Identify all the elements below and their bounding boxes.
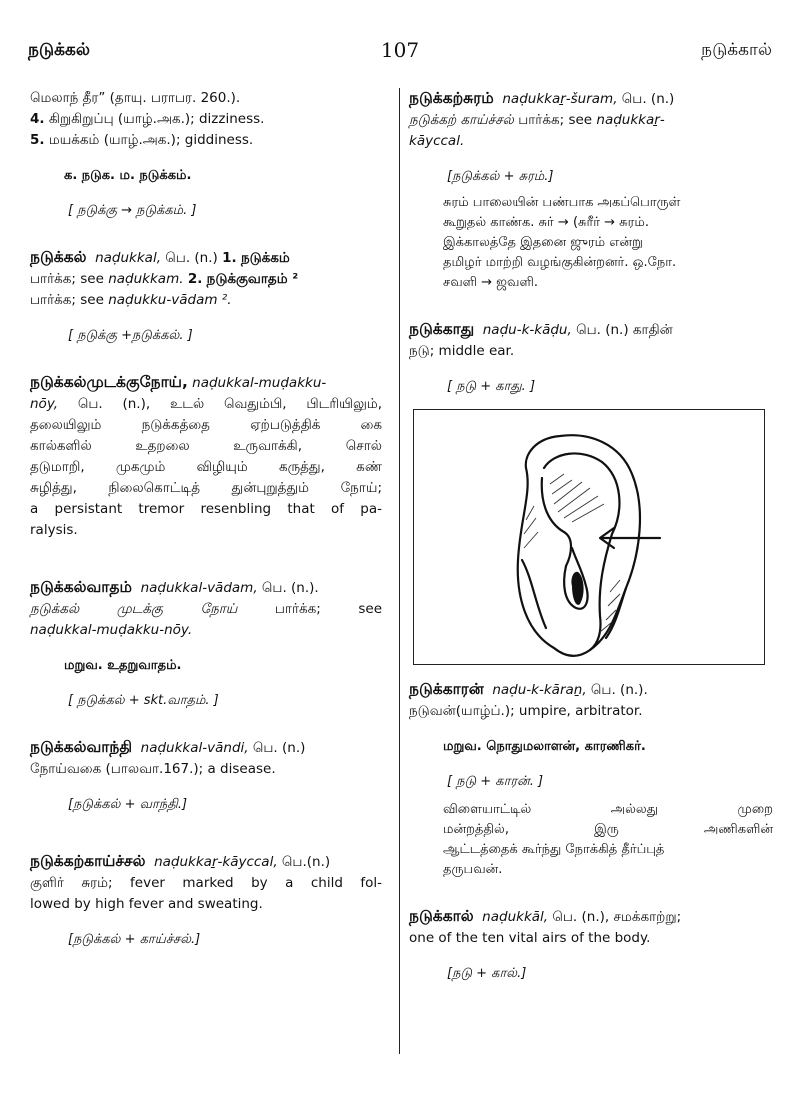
etymology: [ நடுக்கு +நடுக்கல். ] bbox=[68, 328, 193, 343]
transliteration: naḍu-k-kāḍu, bbox=[482, 322, 572, 338]
sense-5: 5. மயக்கம் (யாழ்.அக.); giddiness. bbox=[30, 132, 254, 148]
headword: நடுக்கல்வாந்தி bbox=[30, 738, 133, 756]
cross-ref: நடுக்கம் bbox=[240, 250, 290, 266]
entry-nadukkal: நடுக்கல் naḍukkal, பெ. (n.) 1. நடுக்கம் பார்க்க; see naḍukkam. 2. நடுக்குவாதம் ² பார்க்க; see naḍukku-vādam ². [ நடுக்கு +நடுக்கல். ] bbox=[30, 247, 382, 346]
right-column bbox=[409, 88, 773, 984]
see-ref: naḍukkam. bbox=[108, 271, 184, 287]
note-line: தமிழர் மாற்றி வழங்குகின்றனர். ஒ.நோ. bbox=[443, 255, 677, 270]
transliteration: naḍukkal-vāndi, bbox=[140, 740, 249, 756]
etymology: [ நடுக்கல் + skt.வாதம். ] bbox=[68, 693, 219, 708]
entry-nadukkal-vadam: நடுக்கல்வாதம் naḍukkal-vādam, பெ. (n.). நடுக்கல் முடக்கு நோய் பார்க்க; see naḍukkal-muḍakku-nōy. மறுவ. உதறுவாதம். [ நடுக்கல் + skt.வாதம். ] bbox=[30, 577, 382, 711]
transliteration: naḍukkal-vādam, bbox=[140, 580, 258, 596]
synonym: மறுவ. நொதுமலாளன், காரணிகர். bbox=[443, 739, 646, 754]
ear-illustration bbox=[413, 409, 765, 665]
etymology: [ நடு + காது. ] bbox=[447, 379, 536, 394]
page-number: 107 bbox=[380, 38, 420, 62]
gloss: one of the ten vital airs of the body. bbox=[409, 930, 651, 946]
transliteration: naḍu-k-kāraṉ, bbox=[492, 682, 587, 698]
transliteration: naḍukkal-muḍakku- bbox=[192, 375, 327, 391]
transliteration: naḍukkaṟ-kāyccal, bbox=[154, 854, 278, 870]
note-line: சுரம் பாலையின் பண்பாக அகப்பொருள் bbox=[443, 195, 681, 210]
headword: நடுக்கல் bbox=[30, 248, 87, 266]
entry-nadukkal-air: நடுக்கால் naḍukkāl, பெ. (n.), சமக்காற்று; one of the ten vital airs of the body. [நடு + கால்.] bbox=[409, 906, 773, 984]
etymology: [ நடுக்கு → நடுக்கம். ] bbox=[68, 203, 197, 218]
see-ref: naḍukkaṟ- bbox=[596, 112, 665, 128]
header-first-word: நடுக்கல் bbox=[28, 40, 90, 60]
gloss: lowed by high fever and sweating. bbox=[30, 896, 263, 912]
see-ref: naḍukku-vādam ². bbox=[108, 292, 232, 308]
gloss: நடுவன்(யாழ்ப்.); umpire, arbitrator. bbox=[409, 703, 643, 719]
cross-ref: நடுக்கல் முடக்கு நோய் bbox=[30, 601, 238, 617]
definition-line: தடுமாறி, முகமும் விழியும் கருத்து, கண் bbox=[30, 459, 382, 475]
left-column bbox=[30, 88, 382, 950]
quote-line: மெலாந் தீர” (தாயு. பராபர. 260.). bbox=[30, 90, 241, 106]
entry-nadukkar-kayccal: நடுக்கற்காய்ச்சல் naḍukkaṟ-kāyccal, பெ.(n.) குளிர் சுரம்; fever marked by a child fol- lowed by high fever and sweating. [நடுக்கல் + காய்ச்சல்.] bbox=[30, 851, 382, 950]
page-header bbox=[28, 34, 772, 64]
etymology: [நடுக்கல் + வாந்தி.] bbox=[68, 797, 188, 812]
definition-line: சுழித்து, நிலைகொட்டித் துன்புறுத்தும் நோய்; bbox=[30, 480, 382, 496]
headword: நடுக்கால் bbox=[409, 907, 474, 925]
part-of-speech: பெ. (n.) bbox=[165, 250, 218, 266]
note-line: கூறுதல் காண்க. சுர் → (சுரீர் → சுரம். bbox=[443, 215, 649, 230]
definition-line: கால்களில் உதறலை உருவாக்கி, சொல் bbox=[30, 438, 382, 454]
note-line: விளையாட்டில் அல்லது முறை bbox=[443, 802, 773, 817]
etymology: [ நடு + காரன். ] bbox=[447, 774, 544, 789]
see-ref: kāyccal. bbox=[409, 133, 465, 149]
entry-nadukkal-vandi: நடுக்கல்வாந்தி naḍukkal-vāndi, பெ. (n.) நோய்வகை (பாலவா.167.); a disease. [நடுக்கல் + வாந்தி.] bbox=[30, 737, 382, 815]
headword: நடுக்காது bbox=[409, 320, 475, 338]
headword: நடுக்கல்முடக்குநோய், bbox=[30, 373, 188, 391]
definition-line: a persistant tremor resenbling that of pa- bbox=[30, 501, 382, 517]
gloss: நோய்வகை (பாலவா.167.); a disease. bbox=[30, 761, 276, 777]
entry-nadukkar-suram: நடுக்கற்சுரம் naḍukkaṟ-šuram, பெ. (n.) நடுக்கற் காய்ச்சல் பார்க்க; see naḍukkaṟ- kāyccal. [நடுக்கல் + சுரம்.] சுரம் பாலையின் பண்பாக அகப்பொருள் கூறுதல் காண்க. சுர் → (சுரீர் → சுரம். இக்காலத்தே இதனை ஜுரம் என்று தமிழர் மாற்றி வழங்குகின்றனர். ஒ.நோ. சவளி → ஜவளி. bbox=[409, 88, 773, 293]
note-line: இக்காலத்தே இதனை ஜுரம் என்று bbox=[443, 235, 643, 250]
header-last-word: நடுக்கால் bbox=[701, 40, 772, 60]
headword: நடுக்கற்சுரம் bbox=[409, 89, 494, 107]
headword: நடுக்கற்காய்ச்சல் bbox=[30, 852, 146, 870]
ear-icon bbox=[414, 410, 766, 666]
see-ref: naḍukkal-muḍakku-nōy. bbox=[30, 622, 193, 638]
note-line: தருபவன். bbox=[443, 862, 503, 877]
cognates: க. நடுக. ம. நடுக்கம். bbox=[64, 168, 192, 183]
transliteration: naḍukkal, bbox=[95, 250, 161, 266]
sense-4: 4. கிறுகிறுப்பு (யாழ்.அக.); dizziness. bbox=[30, 111, 265, 127]
transliteration: naḍukkaṟ-šuram, bbox=[502, 91, 618, 107]
etymology: [நடுக்கல் + சுரம்.] bbox=[447, 169, 554, 184]
note-line: சவளி → ஜவளி. bbox=[443, 275, 538, 290]
gloss: குளிர் சுரம்; fever marked by a child fol- bbox=[30, 875, 382, 891]
cross-ref: நடுக்குவாதம் ² bbox=[206, 271, 299, 287]
entry-nadukkaran: நடுக்காரன் naḍu-k-kāraṉ, பெ. (n.). நடுவன்(யாழ்ப்.); umpire, arbitrator. மறுவ. நொதுமலாளன், காரணிகர். [ நடு + காரன். ] விளையாட்டில் அல்லது முறை மன்றத்தில், இரு அணிகளின் ஆட்டத்தைக் கூர்ந்து நோக்கித் தீர்ப்புத் தருபவன். bbox=[409, 679, 773, 880]
note-line: ஆட்டத்தைக் கூர்ந்து நோக்கித் தீர்ப்புத் bbox=[443, 842, 665, 857]
definition-line: ralysis. bbox=[30, 522, 78, 538]
entry-nadukkadu: நடுக்காது naḍu-k-kāḍu, பெ. (n.) காதின் நடு; middle ear. [ நடு + காது. ] bbox=[409, 319, 773, 397]
synonym: மறுவ. உதறுவாதம். bbox=[64, 658, 182, 673]
etymology: [நடுக்கல் + காய்ச்சல்.] bbox=[68, 932, 201, 947]
entry-continuation bbox=[30, 88, 382, 221]
gloss: நடு; middle ear. bbox=[409, 343, 515, 359]
note-line: மன்றத்தில், இரு அணிகளின் bbox=[443, 822, 773, 837]
cross-ref: நடுக்கற் காய்ச்சல் bbox=[409, 112, 514, 128]
etymology: [நடு + கால்.] bbox=[447, 966, 527, 981]
column-divider bbox=[399, 88, 400, 1054]
entry-nadukkal-mudakku-noy: நடுக்கல்முடக்குநோய், naḍukkal-muḍakku- nōy, பெ. (n.), உடல் வெதும்பி, பிடரியிலும், தலையிலும் நடுக்கத்தை ஏற்படுத்திக் கை கால்களில் உதறலை உருவாக்கி, சொல் தடுமாறி, முகமும் விழியும் கருத்து, கண் சுழித்து, நிலைகொட்டித் துன்புறுத்தும் நோய்; a persistant tremor resenbling that of pa- ralysis. bbox=[30, 372, 382, 541]
headword: நடுக்காரன் bbox=[409, 680, 484, 698]
definition-line: தலையிலும் நடுக்கத்தை ஏற்படுத்திக் கை bbox=[30, 417, 382, 433]
headword: நடுக்கல்வாதம் bbox=[30, 578, 132, 596]
transliteration: naḍukkāl, bbox=[482, 909, 549, 925]
